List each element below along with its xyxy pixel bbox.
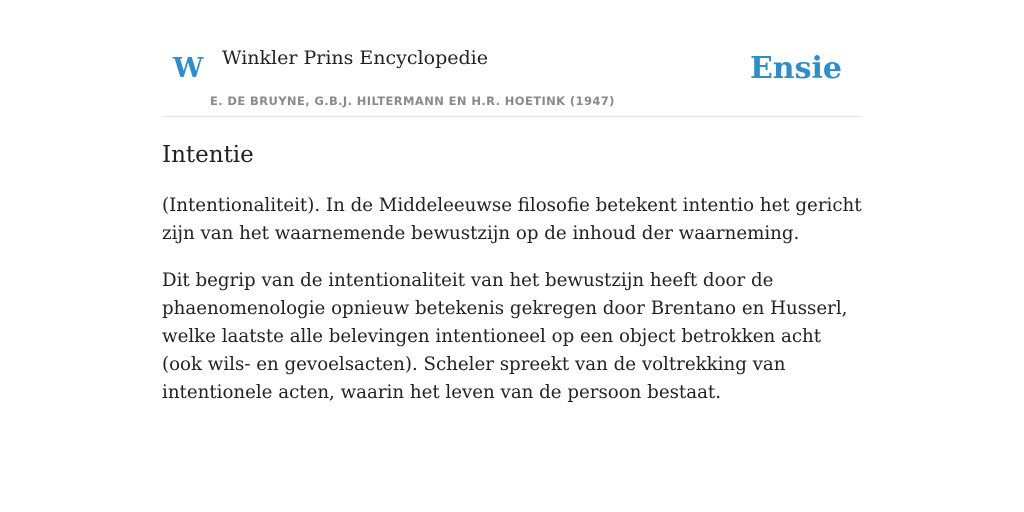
source-header [162,0,862,117]
article-paragraph: Dit begrip van de intentionaliteit van het bewustzijn heeft door de phaenomenologie opnieuw betekenis gekregen door Brentano en Husserl, welke laatste alle belevingen intentioneel op een object betrokken acht (ook wils- en gevoelsacten). Scheler spreekt van de voltrekking van intentionele acten, waarin het leven van de persoon bestaat. [162,270,848,403]
article-paragraph: (Intentionaliteit). In de Middeleeuwse filosofie betekent intentio het gericht zijn van het waarnemende bewustzijn op de inhoud der waarneming. [162,195,862,244]
source-title[interactable]: Winkler Prins Encyclopedie [222,47,488,69]
article-title: Intentie [162,142,254,168]
source-logo[interactable]: W [173,53,204,84]
source-authors: E. DE BRUYNE, G.B.J. HILTERMANN EN H.R. HOETINK (1947) [210,94,615,108]
article-page [162,0,862,512]
brand-logo[interactable]: Ensie [749,51,842,86]
